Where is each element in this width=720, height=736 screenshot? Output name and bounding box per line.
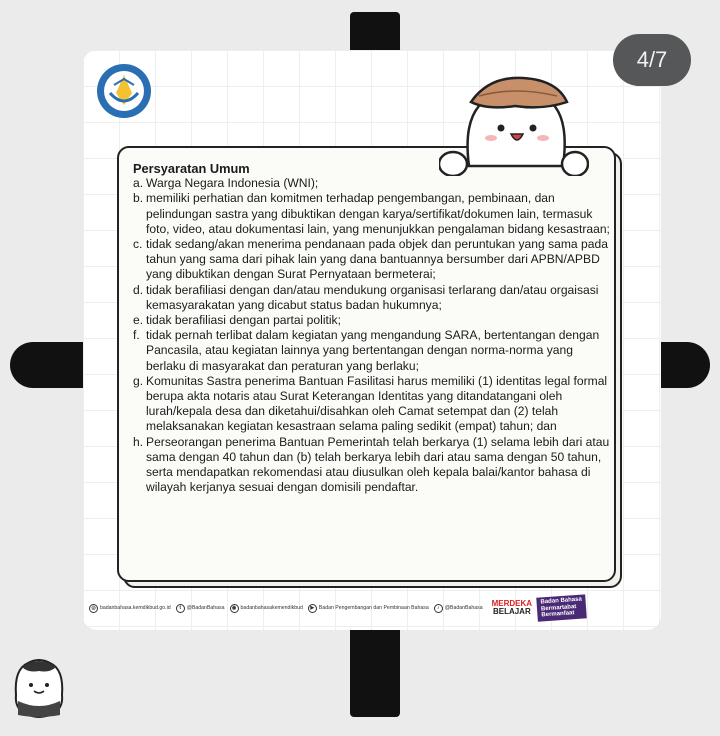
footer-youtube-facebook[interactable] bbox=[308, 604, 429, 613]
footer-website[interactable] bbox=[89, 604, 171, 613]
requirements-content bbox=[133, 161, 613, 495]
badan-bahasa-badge bbox=[536, 595, 587, 622]
youtube-facebook-icon: ▶ bbox=[308, 604, 317, 613]
requirement-label: e. bbox=[133, 313, 144, 328]
requirement-item bbox=[133, 374, 613, 435]
requirement-item bbox=[133, 237, 613, 283]
footer-twitter[interactable] bbox=[176, 604, 225, 613]
footer-link-text: @BadanBahasa bbox=[444, 605, 483, 611]
kemdikbud-logo-icon bbox=[96, 63, 152, 119]
requirement-label: c. bbox=[133, 237, 143, 252]
requirement-label: f. bbox=[133, 328, 140, 343]
merdeka-belajar-logo bbox=[492, 600, 532, 616]
requirement-text: Perseorangan penerima Bantuan Pemerintah telah berkarya (1) selama lebih dari atau sama dengan 40 tahun dan (b) telah berkarya lebih dari atau sama dengan 50 tahun, serta mendapatkan rekomendasi atau diusulkan oleh kepala balai/kantor bahasa di wilayah kerjanya sesuai dengan domisili pendaftar. bbox=[146, 434, 610, 495]
requirement-label: g. bbox=[133, 373, 144, 388]
badge-line-2: Bermartabat bbox=[540, 603, 577, 613]
footer-link-text: Badan Pengembangan dan Pembinaan Bahasa bbox=[318, 605, 429, 611]
requirement-item bbox=[133, 435, 613, 496]
requirement-text: tidak berafiliasi dengan dan/atau mendukung organisasi terlarang dan/atau orgaisasi kemasyarakatan yang dicabut status badan hukumnya; bbox=[146, 282, 599, 312]
requirement-item bbox=[133, 313, 613, 328]
requirement-label: h. bbox=[133, 434, 144, 449]
merdeka-text: MERDEKA bbox=[491, 599, 533, 608]
requirement-label: b. bbox=[133, 191, 144, 206]
requirement-item bbox=[133, 283, 613, 313]
twitter-icon: t bbox=[176, 604, 185, 613]
footer-tiktok[interactable] bbox=[434, 604, 483, 613]
footer-link-text: @BadanBahasa bbox=[186, 605, 225, 611]
requirement-text: tidak berafiliasi dengan partai politik; bbox=[146, 313, 341, 328]
requirement-text: tidak pernah terlibat dalam kegiatan yang mengandung SARA, bertentangan dengan Pancasila, atau kegiatan lainnya yang bertentangan dengan norma-norma yang berlaku di masyarakat dan peraturan yang berlaku; bbox=[146, 328, 600, 373]
requirement-label: d. bbox=[133, 282, 144, 297]
requirements-heading: Persyaratan Umum bbox=[133, 161, 250, 176]
belajar-text: BELAJAR bbox=[492, 607, 531, 616]
globe-icon: ◎ bbox=[89, 604, 98, 613]
instagram-icon: ◉ bbox=[230, 604, 239, 613]
requirement-item bbox=[133, 328, 613, 374]
badge-line-3: Bermanfaat bbox=[541, 610, 575, 619]
requirement-label: a. bbox=[133, 176, 144, 191]
footer-bar bbox=[89, 596, 657, 620]
slide-card bbox=[83, 50, 661, 630]
footer-instagram[interactable] bbox=[230, 604, 303, 613]
requirement-text: Komunitas Sastra penerima Bantuan Fasilitasi harus memiliki (1) identitas legal formal berupa akta notaris atau Surat Keterangan Identitas yang ditandatangani oleh lurah/kepala desa dan diketahui/disahkan oleh Camat setempat dan (2) telah melaksanakan kegiatan kesastraan selama paling sedikit (empat) tahun; dan bbox=[146, 373, 608, 434]
footer-link-text: badanbahasa.kemdikbud.go.id bbox=[100, 605, 171, 611]
footer-link-text: badanbahasakemendikbud bbox=[240, 605, 303, 611]
badge-line-1: Badan Bahasa bbox=[540, 596, 583, 606]
mascot-character-icon bbox=[439, 66, 589, 176]
requirement-text: tidak sedang/akan menerima pendanaan pada objek dan peruntukan yang sama pada tahun yang sama dari pihak lain yang dana bantuannya bersumber dari APBN/APBD yang dibuktikan dengan Surat Pernyataan bermeterai; bbox=[146, 237, 608, 282]
requirement-item bbox=[133, 191, 613, 237]
slide-counter: 4/7 bbox=[613, 34, 691, 86]
cat-sticker-icon bbox=[10, 655, 68, 720]
tiktok-icon: ♪ bbox=[434, 604, 443, 613]
requirement-text: Warga Negara Indonesia (WNI); bbox=[146, 176, 319, 191]
requirement-item bbox=[133, 176, 613, 191]
requirement-text: memiliki perhatian dan komitmen terhadap pengembangan, pembinaan, dan pelindungan sastra yang dibuktikan dengan karya/sertifikat/dokumen lain, termasuk foto, video, atau dokumentasi lain, yang menunjukkan pengalaman bidang kesastraan; bbox=[146, 191, 610, 236]
